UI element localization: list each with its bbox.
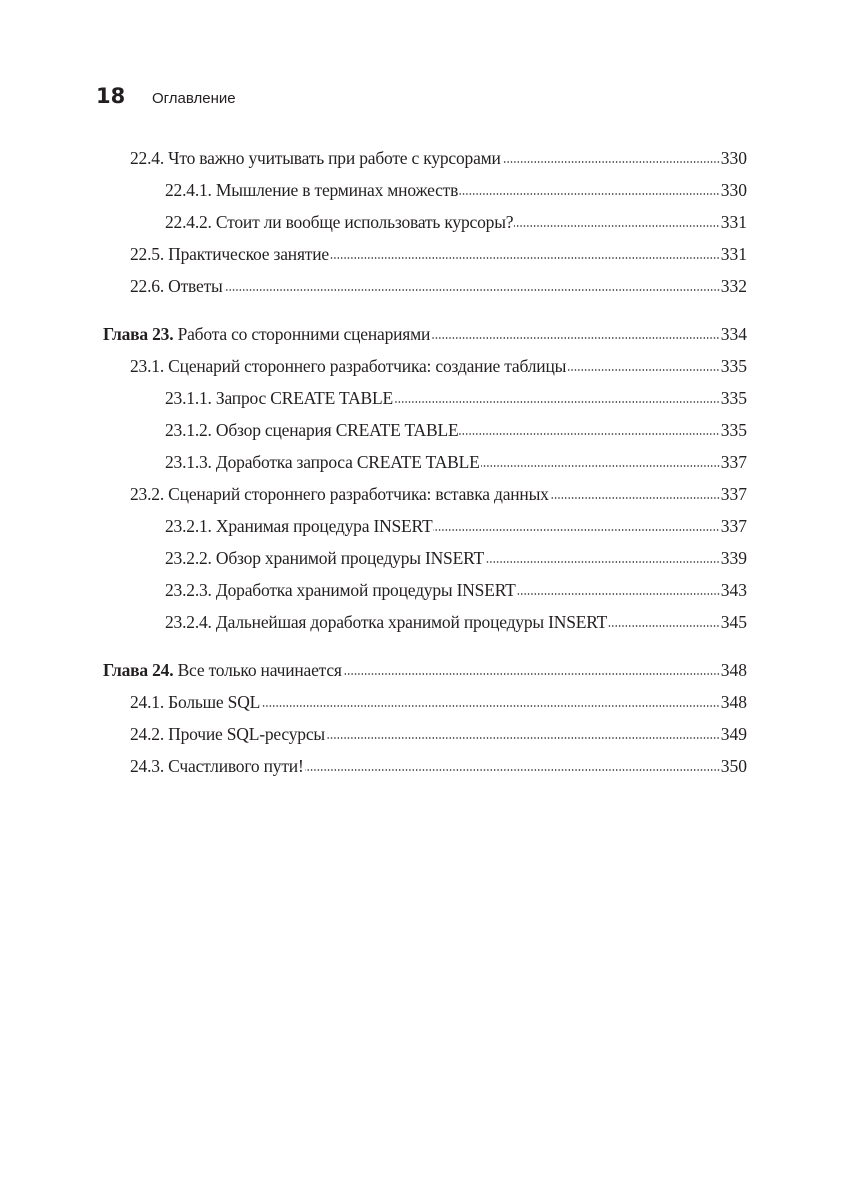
toc-entry[interactable]: [103, 478, 747, 510]
dot-leader: [481, 465, 720, 467]
toc-entry-label: [103, 318, 430, 350]
toc-entry[interactable]: [103, 382, 747, 414]
toc-entry-label: [165, 574, 516, 606]
toc-entry-label: [165, 382, 393, 414]
toc-entry[interactable]: [103, 750, 747, 782]
toc-page-number: 350: [720, 756, 747, 776]
toc-entry[interactable]: [103, 686, 747, 718]
toc-chapter-entry[interactable]: [103, 318, 747, 350]
toc-page-number: 331: [720, 212, 747, 232]
toc-entry-title: 22.5. Практическое занятие: [130, 244, 329, 264]
toc-entry-label: [165, 446, 480, 478]
toc-page-number: 335: [720, 356, 747, 376]
table-of-contents: [103, 142, 747, 782]
dot-leader: [433, 529, 719, 531]
toc-entry[interactable]: [103, 510, 747, 542]
toc-page-number: 348: [720, 692, 747, 712]
toc-entry-title: 24.3. Счастливого пути!: [130, 756, 304, 776]
toc-entry-title: 22.4.2. Стоит ли вообще использовать курсоры?: [165, 212, 514, 232]
toc-entry[interactable]: [103, 270, 747, 302]
toc-entry-title: 23.2. Сценарий стороннего разработчика: вставка данных: [130, 484, 549, 504]
toc-entry-label: [165, 510, 432, 542]
toc-page-number: 339: [720, 548, 747, 568]
toc-entry[interactable]: [103, 718, 747, 750]
toc-entry-label: [130, 238, 329, 270]
toc-entry[interactable]: [103, 446, 747, 478]
toc-entry-title: 23.1.3. Доработка запроса CREATE TABLE: [165, 452, 480, 472]
toc-page-number: 330: [720, 148, 747, 168]
toc-entry-title: 22.6. Ответы: [130, 276, 223, 296]
toc-entry[interactable]: [103, 606, 747, 638]
toc-entry-label: [130, 750, 304, 782]
toc-entry[interactable]: [103, 142, 747, 174]
page-number: 18: [96, 84, 126, 108]
toc-entry[interactable]: [103, 350, 747, 382]
toc-entry-label: [130, 270, 223, 302]
dot-leader: [326, 737, 720, 739]
toc-entry[interactable]: [103, 174, 747, 206]
running-header: [96, 84, 236, 108]
dot-leader: [394, 401, 720, 403]
dot-leader: [343, 673, 720, 675]
toc-entry-label: [130, 142, 501, 174]
toc-entry-label: [165, 414, 458, 446]
dot-leader: [431, 337, 720, 339]
toc-entry-label: [165, 174, 458, 206]
toc-entry[interactable]: [103, 206, 747, 238]
dot-leader: [459, 433, 719, 435]
toc-entry-title: 23.2.2. Обзор хранимой процедуры INSERT: [165, 548, 484, 568]
toc-entry-title: 23.1. Сценарий стороннего разработчика: создание таблицы: [130, 356, 567, 376]
toc-entry-label: [130, 718, 325, 750]
toc-page-number: 334: [720, 324, 747, 344]
dot-leader: [514, 225, 719, 227]
toc-entry-title: 24.2. Прочие SQL-ресурсы: [130, 724, 325, 744]
dot-leader: [502, 161, 720, 163]
toc-entry[interactable]: [103, 238, 747, 270]
toc-entry-title: 23.2.3. Доработка хранимой процедуры INSERT: [165, 580, 516, 600]
toc-entry-title: 23.2.4. Дальнейшая доработка хранимой процедуры INSERT: [165, 612, 608, 632]
toc-entry-label: [165, 606, 607, 638]
toc-entry-label: [103, 654, 342, 686]
toc-page-number: 349: [720, 724, 747, 744]
toc-page-number: 337: [720, 516, 747, 536]
toc-entry-title: 22.4. Что важно учитывать при работе с курсорами: [130, 148, 501, 168]
dot-leader: [517, 593, 720, 595]
toc-entry-title: Работа со сторонними сценариями: [177, 324, 431, 344]
dot-leader: [261, 705, 720, 707]
toc-page-number: 345: [720, 612, 747, 632]
dot-leader: [608, 625, 720, 627]
dot-leader: [305, 769, 720, 771]
toc-page-number: 332: [720, 276, 747, 296]
toc-page-number: 335: [720, 420, 747, 440]
toc-entry[interactable]: [103, 574, 747, 606]
toc-entry-label: [130, 686, 260, 718]
toc-entry-label: [165, 542, 484, 574]
dot-leader: [224, 289, 720, 291]
toc-entry[interactable]: [103, 542, 747, 574]
dot-leader: [459, 193, 720, 195]
toc-entry-title: 24.1. Больше SQL: [130, 692, 261, 712]
toc-page-number: 331: [720, 244, 747, 264]
toc-entry-title: 22.4.1. Мышление в терминах множеств: [165, 180, 459, 200]
dot-leader: [485, 561, 720, 563]
toc-page-number: 343: [720, 580, 747, 600]
dot-leader: [550, 497, 720, 499]
toc-page-number: 330: [720, 180, 747, 200]
toc-page-number: 337: [720, 452, 747, 472]
toc-entry-label: [130, 350, 566, 382]
dot-leader: [330, 257, 720, 259]
dot-leader: [567, 369, 720, 371]
toc-entry-title: 23.1.2. Обзор сценария CREATE TABLE: [165, 420, 459, 440]
chapter-number: Глава 23.: [103, 324, 174, 344]
toc-entry-label: [165, 206, 513, 238]
running-header-title: Оглавление: [152, 90, 236, 107]
toc-entry[interactable]: [103, 414, 747, 446]
chapter-number: Глава 24.: [103, 660, 174, 680]
toc-chapter-entry[interactable]: [103, 654, 747, 686]
toc-page-number: 348: [720, 660, 747, 680]
toc-entry-title: 23.2.1. Хранимая процедура INSERT: [165, 516, 433, 536]
toc-page-number: 337: [720, 484, 747, 504]
toc-entry-title: Все только начинается: [177, 660, 342, 680]
toc-page-number: 335: [720, 388, 747, 408]
toc-entry-label: [130, 478, 549, 510]
toc-entry-title: 23.1.1. Запрос CREATE TABLE: [165, 388, 393, 408]
